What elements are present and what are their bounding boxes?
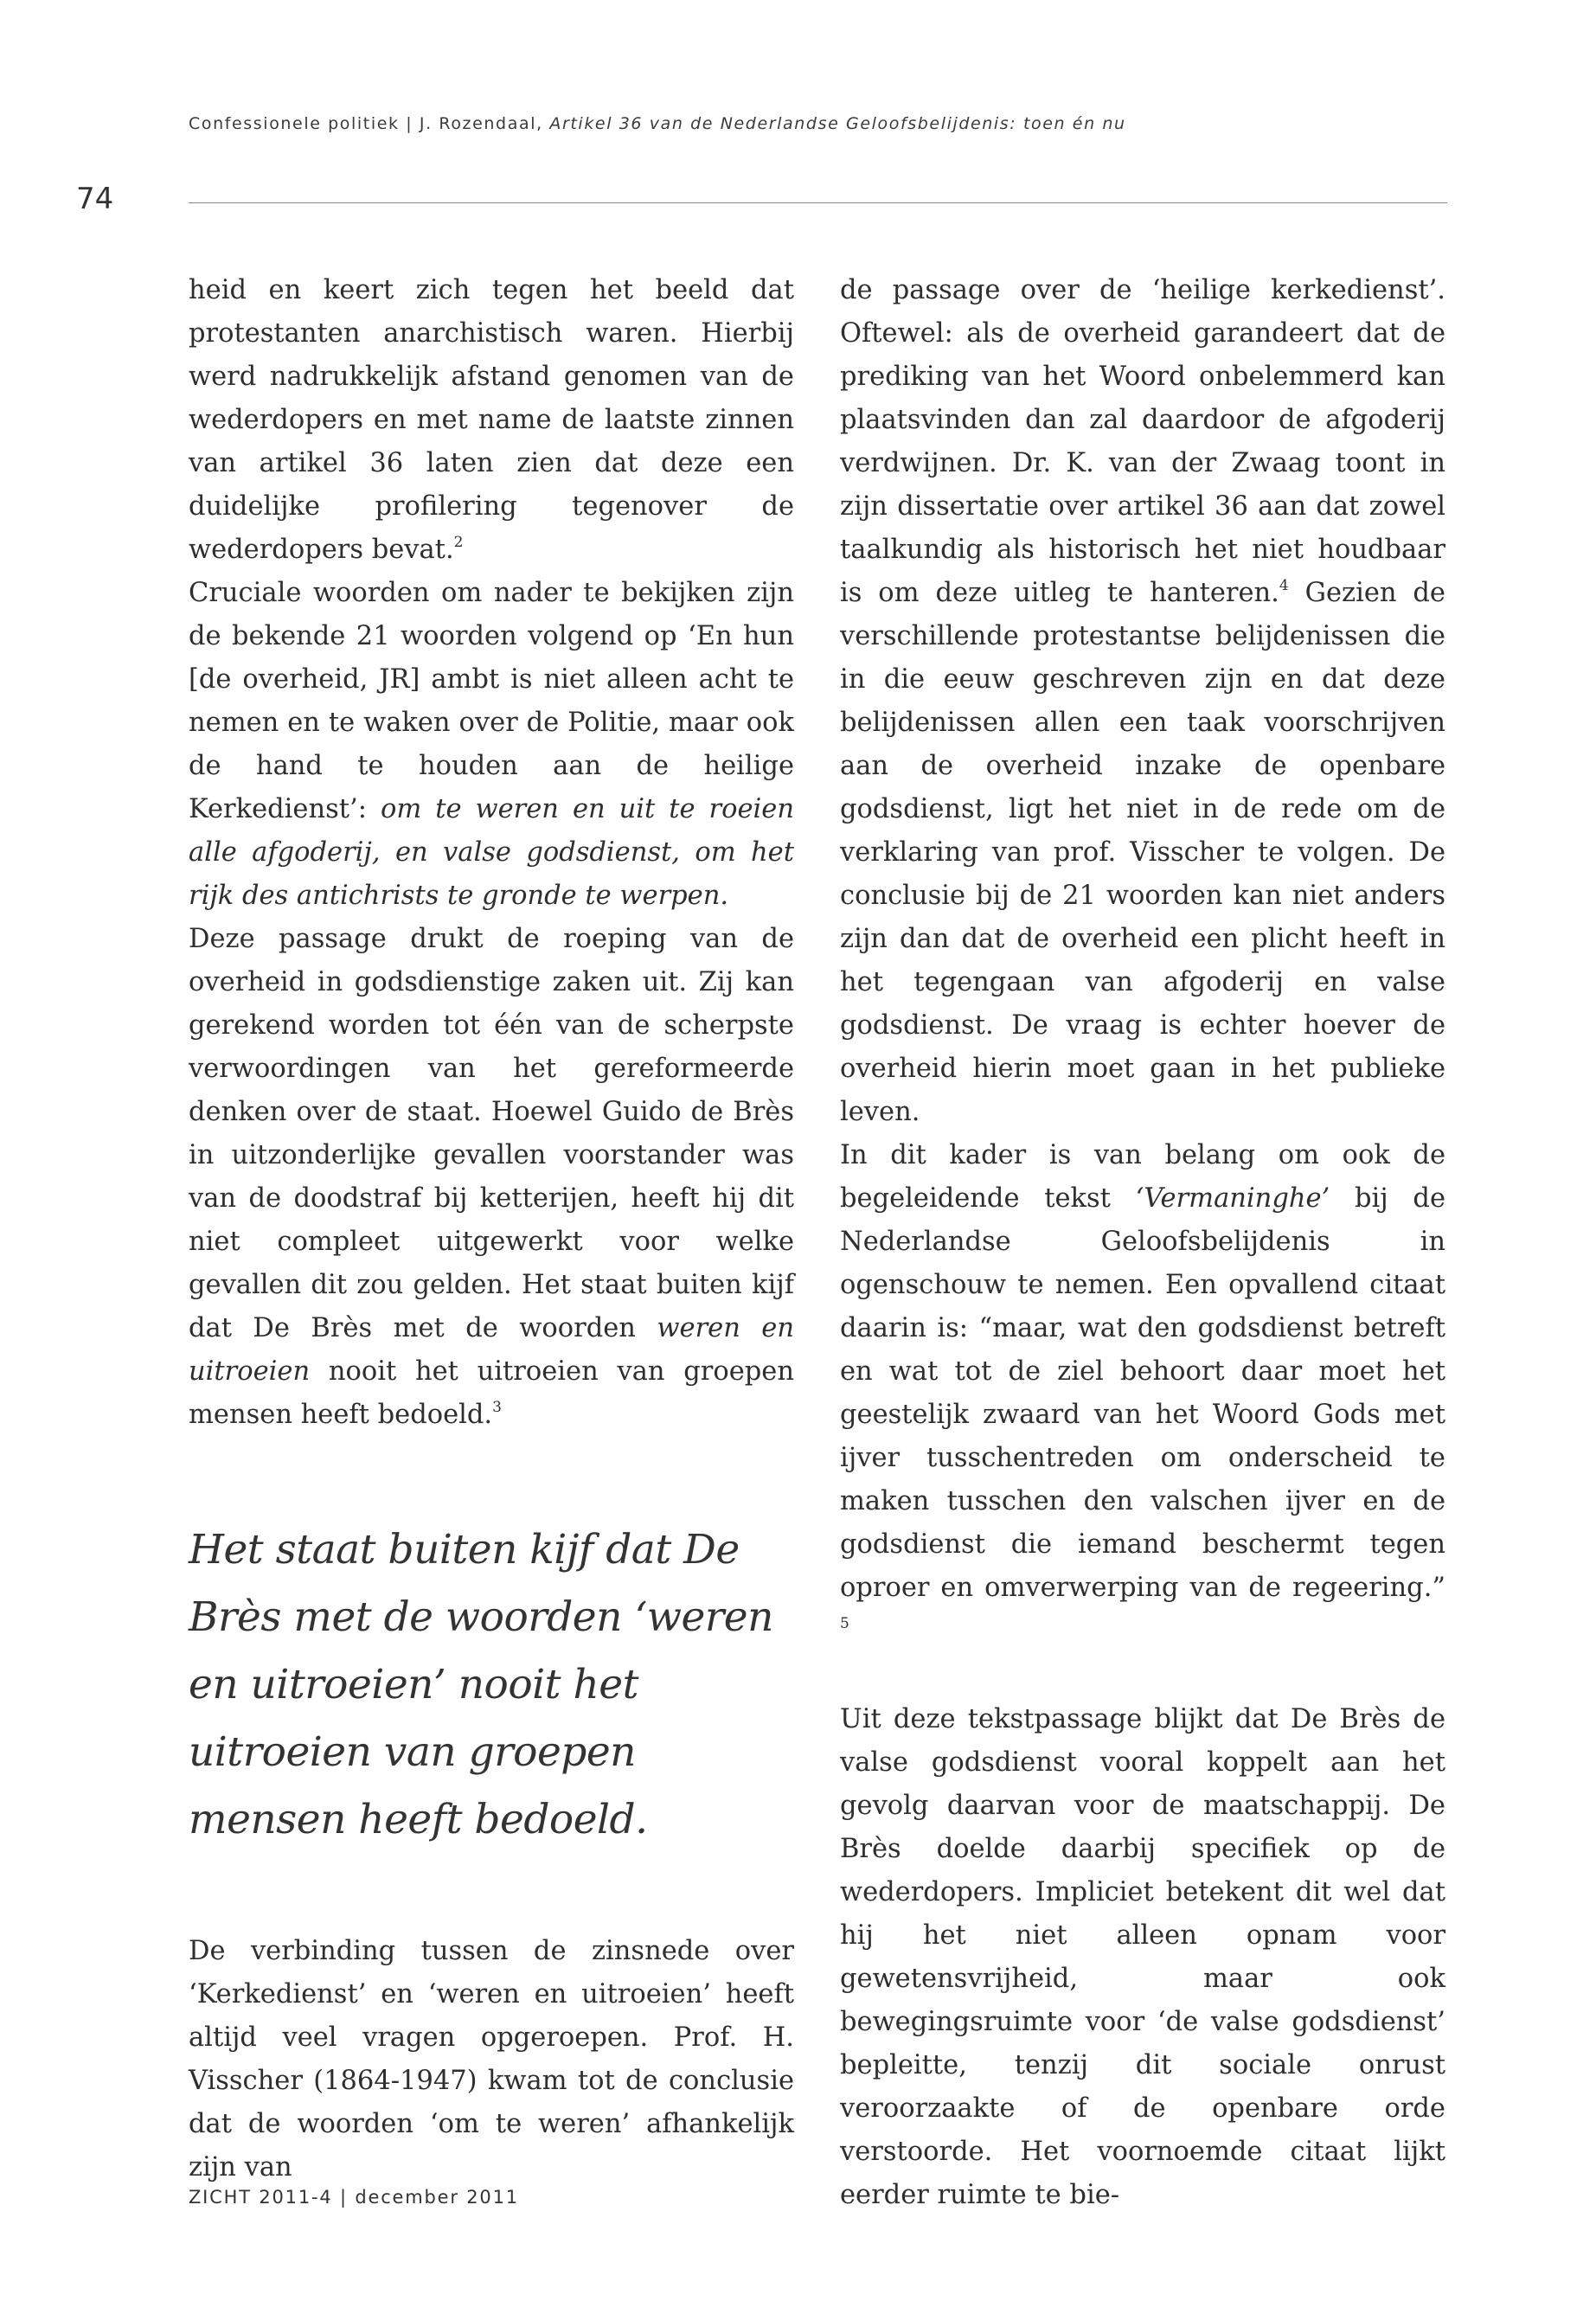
header-prefix: Confessionele politiek | J. Rozendaal,	[189, 114, 550, 133]
italic-term: weren en uitroeien	[189, 1313, 794, 1387]
paragraph: De verbinding tussen de zinsnede over ‘Kerkedienst’ en ‘weren en uitroeien’ heeft altijd veel vragen opgeroepen. Prof. H. Visscher (1864-1947) kwam tot de conclusie dat de woorden ‘om te weren’ afhankelijk zijn van	[189, 1936, 794, 2182]
paragraph: de passage over de ‘heilige kerkedienst’. Oftewel: als de overheid garandeert dat de prediking van het Woord onbelemmerd kan plaatsvinden dan zal daardoor de afgoderij verdwijnen. Dr. K. van der Zwaag toont in zijn dissertatie over artikel 36 aan dat zowel taalkundig als historisch het niet houdbaar is om deze uitleg te hanteren.$^4$ Gezien de verschillende protestantse belijdenissen die in die eeuw geschreven zijn en dat deze belijdenissen allen een taak voorschrijven aan de overheid inzake de openbare godsdienst, ligt het niet in de rede om de verklaring van prof. Visscher te volgen. De conclusie bij de 21 woorden kan niet anders zijn dan dat de overheid een plicht heeft in het tegengaan van afgoderij en valse godsdienst. De vraag is echter hoever de overheid hierin moet gaan in het publieke leven.	[840, 275, 1445, 1127]
header-article-title: Artikel 36 van de Nederlandse Geloofsbelijdenis: toen én nu	[549, 114, 1126, 133]
italic-quote: om te weren en uit te roeien alle afgoderij, en valse godsdienst, om het rijk des antichrists te gronde te werpen.	[189, 794, 794, 911]
header-rule	[189, 202, 1447, 203]
paragraph: Deze passage drukt de roeping van de overheid in godsdienstige zaken uit. Zij kan gerekend worden tot één van de scherpste verwoordingen van het gereformeerde denken over de staat. Hoewel Guido de Brès in uitzonderlijke gevallen voorstander was van de doodstraf bij ketterijen, heeft hij dit niet compleet uitgewerkt voor welke gevallen dit zou gelden. Het staat buiten kijf dat De Brès met de woorden weren en uitroeien nooit het uitroeien van groepen mensen heeft bedoeld.$^3$	[189, 924, 794, 1430]
page-footer: ZICHT 2011-4 | december 2011	[189, 2187, 519, 2208]
paragraph: Uit deze tekstpassage blijkt dat De Brès de valse godsdienst vooral koppelt aan het gevolg daarvan voor de maatschappij. De Brès doelde daarbij specifiek op de wederdopers. Impliciet betekent dit wel dat hij het niet alleen opnam voor gewetensvrijheid, maar ook bewegingsruimte voor ‘de valse godsdienst’ bepleitte, tenzij dit sociale onrust veroorzaakte of de openbare orde verstoorde. Het voornoemde citaat lijkt eerder ruimte te bie-	[840, 1704, 1445, 2210]
paragraph: In dit kader is van belang om ook de begeleidende tekst ‘Vermaninghe’ bij de Nederlandse Geloofsbelijdenis in ogenschouw te nemen. Een opvallend citaat daarin is: “maar, wat den godsdienst betreft en wat tot de ziel behoort daar moet het geestelijk zwaard van het Woord Gods met ijver tusschentreden om onderscheid te maken tusschen den valschen ijver en de godsdienst die iemand beschermt tegen oproer en omverwerping van de regeering.” $^5$	[840, 1140, 1445, 1632]
page-number: 74	[76, 182, 114, 216]
paragraph: heid en keert zich tegen het beeld dat protestanten anarchistisch waren. Hierbij werd nadrukkelijk afstand genomen van de wederdopers en met name de laatste zinnen van artikel 36 laten zien dat deze een duidelijke profilering tegenover de wederdopers bevat.$^2$	[189, 275, 794, 565]
italic-title: ‘Vermaninghe’	[1135, 1183, 1330, 1214]
footnote-ref[interactable]: 4	[1279, 576, 1289, 594]
paragraph-gap	[840, 1653, 1445, 1698]
footnote-ref[interactable]: 5	[840, 1614, 849, 1632]
footnote-ref[interactable]: 2	[453, 533, 464, 551]
pull-quote: Het staat buiten kijf dat De Brès met de woorden ‘weren en uitroeien’ nooit het uitroeien van groepen mensen heeft bedoeld.	[189, 1526, 773, 1843]
running-header	[189, 114, 1443, 133]
paragraph: Cruciale woorden om nader te bekijken zijn de bekende 21 woorden volgend op ‘En hun [de overheid, JR] ambt is niet alleen acht te nemen en te waken over de Politie, maar ook de hand te houden aan de heilige Kerkedienst’: om te weren en uit te roeien alle afgoderij, en valse godsdienst, om het rijk des antichrists te gronde te werpen.	[189, 578, 794, 911]
left-column	[189, 269, 794, 2189]
footnote-ref[interactable]: 3	[492, 1398, 502, 1416]
right-column	[840, 269, 1445, 2217]
